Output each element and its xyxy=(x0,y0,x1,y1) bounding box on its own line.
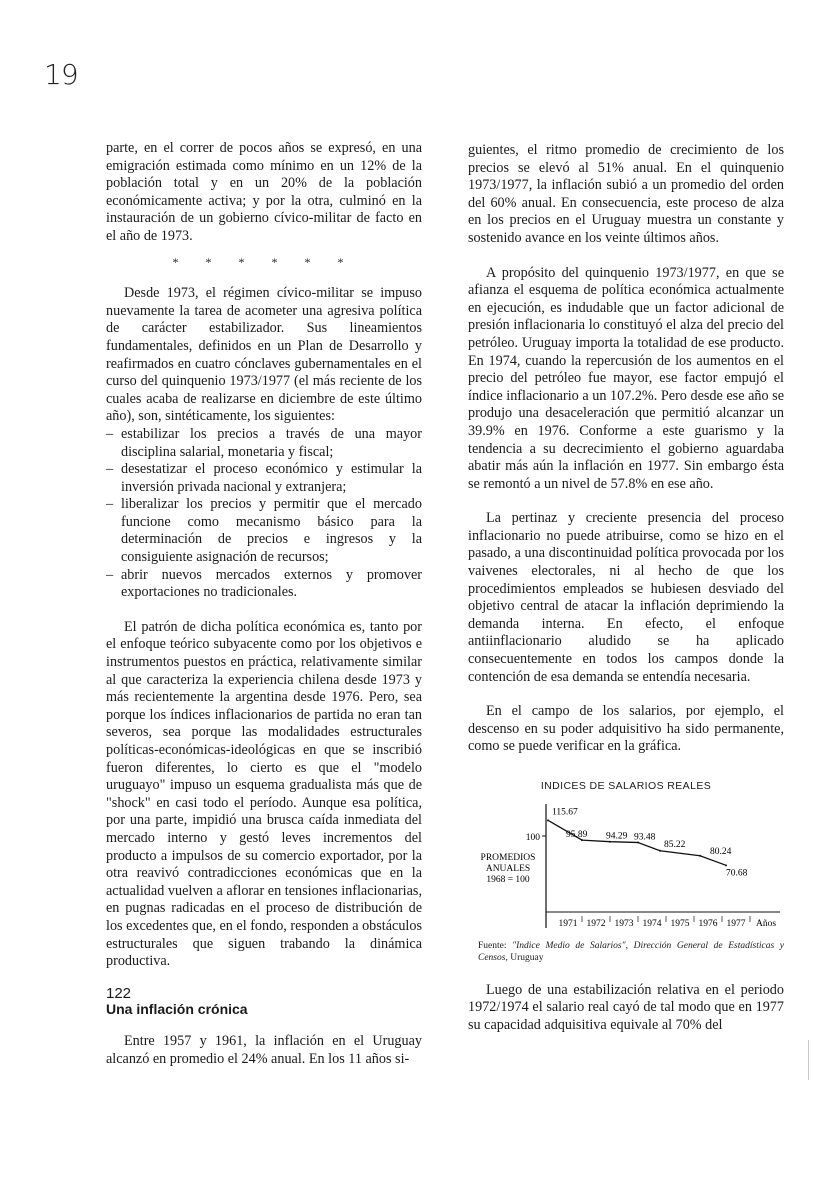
paragraph: A propósito del quinquenio 1973/1977, en que se afianza el esquema de política económica actualmente en ejecución, es indudable que un factor adicional de presión inflacionaria lo constituyó el alza del precio del petróleo. Uruguay importa la totalidad de ese producto. En 1974, cuando la repercusión de los aumentos en el precio del petróleo fue mayor, ese factor empujó el índice inflacionario a un 107.2%. Pero desde ese año se produjo una desaceleración que permitió alcanzar un 39.9% en 1976. Conforme a este guarismo y la tendencia a su decrecimiento el gobierno aguardaba abatir más aún la inflación en 1977. Sin embargo ésta se remontó a un nivel de 57.8% en ese año. xyxy=(468,264,784,492)
paragraph: Luego de una estabilización relativa en el periodo 1972/1974 el salario real cayó de tal modo que en 1977 su capacidad adquisitiva equivale al 70% del xyxy=(468,981,784,1033)
paragraph: El patrón de dicha política económica es, tanto por el enfoque teórico subyacente como por los objetivos e instrumentos puestos en práctica, relativamente similar al que caracteriza la experiencia chilena desde 1973 y más recientemente la argentina desde 1976. Pero, sea porque los índices inflacionarios de partida no eran tan severos, sea porque las modalidades estructurales políticas-económicas-ideológicas en que se inscribió fueron diferentes, lo cierto es que el "modelo uruguayo" impuso un esquema gradualista más que de "shock" en casi todo el período. Aunque esa política, por una parte, impidió una brusca caída inmediata del mercado interno y gestó leves incrementos del producto a impulsos de su comercio exportador, por la otra reavivó contradicciones económicas que en la actualidad vuelven a aflorar en tensiones inflacionarias, en pugnas radicadas en el proceso de distribución de los excedentes que, en el fondo, responden a obstáculos estructurales que siguen trabando la dinámica productiva. xyxy=(106,618,422,970)
data-point xyxy=(659,849,661,851)
paragraph: En el campo de los salarios, por ejemplo, el descenso en su poder adquisitivo ha sido permanente, como se puede verificar en la gráfica. xyxy=(468,703,784,755)
data-point xyxy=(699,854,701,856)
paragraph: guientes, el ritmo promedio de crecimiento de los precios se elevó al 51% anual. En el quinquenio 1973/1977, la inflación subió a un promedio del orden del 60% anual. En consecuencia, este proceso de alza en los precios en el Uruguay muestra un constante y sostenido avance en los veinte últimos años. xyxy=(468,142,784,246)
y-axis-label: ANUALES xyxy=(485,863,531,874)
y-tick-label: 100 xyxy=(525,832,540,843)
chart-source xyxy=(468,940,784,964)
scan-mark xyxy=(807,1040,811,1080)
handwritten-page-number: 19 xyxy=(44,58,78,91)
paragraph: La pertinaz y creciente presencia del proceso inflacionario no puede atribuirse, como se hizo en el pasado, a una discontinuidad política provocada por los vaivenes electorales, ni al hecho de que los procedimientos empleados se hubiesen desviado del objetivo central de atacar la inflación deprimiendo la demanda interna. En efecto, el enfoque antiinflacionario aludido se ha aplicado consecuentemente en todos los campos donde la contención de esa demanda se entendía necesaria. xyxy=(468,510,784,685)
source-label: Fuente: xyxy=(478,940,507,951)
x-axis-suffix: Años xyxy=(756,918,777,929)
data-label: 80.24 xyxy=(710,846,732,857)
x-tick-label: 1974 xyxy=(642,918,662,929)
wage-index-chart xyxy=(468,800,784,938)
x-tick-label: 1973 xyxy=(614,918,634,929)
policy-list xyxy=(106,426,422,602)
left-column xyxy=(106,140,422,1069)
x-tick-label: 1971 xyxy=(558,918,578,929)
list-item: – liberalizar los precios y permitir que el mercado funcione como mecanismo básico para la determinación de precios e ingresos y la consiguiente asignación de recursos; xyxy=(106,496,422,566)
chart-title: INDICES DE SALARIOS REALES xyxy=(540,780,712,792)
section-heading: Una inflación crónica xyxy=(106,1000,248,1017)
data-label: 115.67 xyxy=(552,806,578,817)
x-tick-label: 1977 xyxy=(726,918,746,929)
paragraph: Entre 1957 y 1961, la inflación en el Uruguay alcanzó en promedio el 24% anual. En los 11 años si- xyxy=(106,1033,422,1067)
x-tick-label: 1976 xyxy=(698,918,718,929)
data-label: 94.29 xyxy=(606,831,628,842)
data-label: 95.89 xyxy=(566,829,588,840)
y-axis-label: PROMEDIOS xyxy=(480,852,536,863)
source-text: "Indice Medio de Salarios", Dirección General de Estadísticas y Censos, xyxy=(478,940,784,963)
x-tick-label: 1975 xyxy=(670,918,690,929)
paragraph: Desde 1973, el régimen cívico-militar se impuso nuevamente la tarea de acometer una agresiva política de carácter estabilizador. Sus lineamientos fundamentales, definidos en un Plan de Desarrollo y reafirmados en cuatro cónclaves gubernamentales en el curso del quinquenio 1973/1977 (el más reciente de los cuales acaba de realizarse en diciembre de este último año), son, sintéticamente, los siguientes: xyxy=(106,285,422,425)
section-separator: * * * * * * xyxy=(172,254,356,269)
list-item: – abrir nuevos mercados externos y promover exportaciones no tradicionales. xyxy=(106,567,422,602)
chart-canvas xyxy=(468,800,784,938)
y-axis-label: 1968 = 100 xyxy=(486,874,530,885)
list-item: – estabilizar los precios a través de una mayor disciplina salarial, monetaria y fiscal; xyxy=(106,426,422,461)
data-label: 70.68 xyxy=(726,867,748,878)
list-item: – desestatizar el proceso económico y estimular la inversión privada nacional y extranjera; xyxy=(106,461,422,496)
data-point xyxy=(547,819,549,821)
paragraph: parte, en el correr de pocos años se expresó, en una emigración estimada como mínimo en un 12% de la población total y en un 20% de la población económicamente activa; y por la otra, culminó en la instauración de un gobierno cívico-militar de facto en el año de 1973. xyxy=(106,140,422,244)
right-column xyxy=(468,142,784,1034)
page-number: 122 xyxy=(106,985,132,1002)
series-line xyxy=(548,820,726,865)
data-label: 85.22 xyxy=(664,839,686,850)
data-label: 93.48 xyxy=(634,832,656,843)
x-tick-label: 1972 xyxy=(586,918,606,929)
data-point xyxy=(725,864,727,866)
source-country: Uruguay xyxy=(510,952,544,963)
